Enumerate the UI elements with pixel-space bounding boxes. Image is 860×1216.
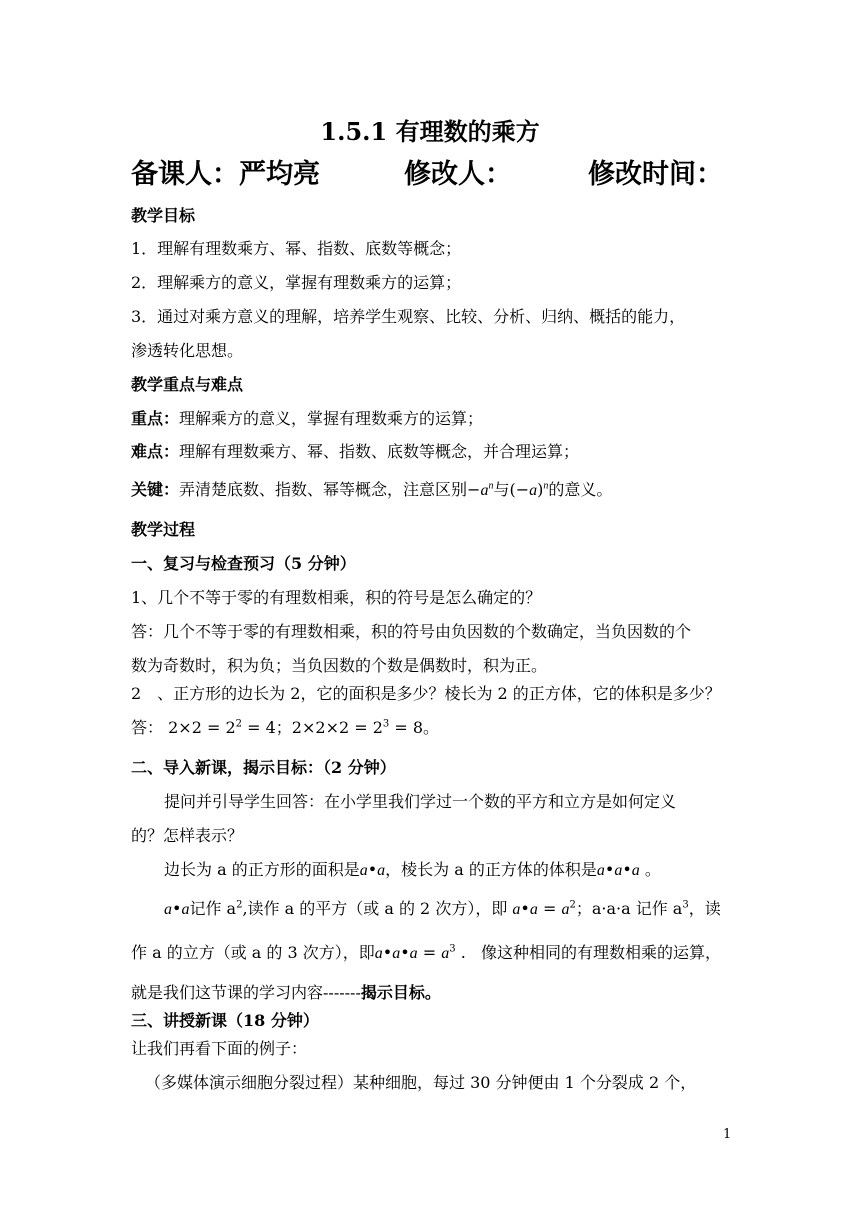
section-2-para-5 xyxy=(131,980,441,1003)
formula-a-squared: a•a = $a^2$ xyxy=(512,899,576,918)
para-3-text-2: ,读作 a 的平方（或 a 的 2 次方），即 xyxy=(242,899,508,918)
difficulty-label: 难点： xyxy=(131,442,180,461)
focus-label: 重点： xyxy=(131,409,180,428)
para-4-text-2: 像这种相同的有理数相乘的运算， xyxy=(481,943,722,962)
section-3-para-1: 让我们再看下面的例子： xyxy=(131,1039,308,1058)
difficulty-line xyxy=(131,439,579,462)
document-title: 1.5.1 有理数的乘方 xyxy=(320,117,540,146)
section-2-para-2: 边长为 a 的正方形的面积是a•a，棱长为 a 的正方体的体积是a•a•a 。 xyxy=(164,860,661,879)
section-2-para-4: 作 a 的立方（或 a 的 3 次方），即a•a•a = $a^3$ . 像这种相同的有理数相乘的运算， xyxy=(131,943,722,962)
focus-line xyxy=(131,406,483,429)
formula-square-area: $2\times 2 = 2^2 = 4$ xyxy=(168,718,276,737)
para-2-text-2: ，棱长为 a 的正方体的体积是 xyxy=(385,860,597,879)
modifier-label: 修改人： xyxy=(404,159,512,190)
question-2: 2 、正方形的边长为 2，它的面积是多少？棱长为 2 的正方体，它的体积是多少？ xyxy=(131,684,721,703)
key-text-1: 弄清楚底数、指数、幂等概念，注意区别 xyxy=(179,480,468,499)
answer-1-line-2: 数为奇数时，积为负；当负因数的个数是偶数时，积为正。 xyxy=(131,656,548,675)
section-3-heading: 三、讲授新课（18 分钟） xyxy=(131,1011,319,1030)
formula-a-a-a: a•a•a xyxy=(596,860,640,879)
para-3-text-1: 记作 a xyxy=(189,899,237,918)
key-label: 关键： xyxy=(131,480,180,499)
modify-time-label: 修改时间： xyxy=(588,159,723,190)
focus-text: 理解乘方的意义，掌握有理数乘方的运算； xyxy=(179,409,484,428)
goals-heading: 教学目标 xyxy=(131,206,196,225)
question-1: 1、几个不等于零的有理数相乘，积的符号是怎么确定的？ xyxy=(131,588,542,607)
difficulty-text: 理解有理数乘方、幂、指数、底数等概念，并合理运算； xyxy=(179,442,580,461)
goal-2: 2．理解乘方的意义，掌握有理数乘方的运算； xyxy=(131,273,462,292)
section-2-para-3: a•a记作 $a^2$,读作 a 的平方（或 a 的 2 次方），即 a•a = $a^2$；a·a·a 记作 $a^3$，读 xyxy=(164,899,721,918)
para-3-text-4: ，读 xyxy=(688,899,721,918)
para-4-text-1: 作 a 的立方（或 a 的 3 次方），即 xyxy=(131,943,375,962)
formula-a-cubed: a•a•a = $a^3$ xyxy=(374,943,456,962)
section-1-heading: 一、复习与检查预习（5 分钟） xyxy=(131,554,356,573)
formula-a-a-2: a•a xyxy=(164,899,190,918)
preparer-label: 备课人：严均亮 xyxy=(131,159,320,190)
formula-neg-a-n: $-a^n$ xyxy=(467,480,494,499)
key-text-2: 与 xyxy=(493,480,510,499)
section-3-para-2: （多媒体演示细胞分裂过程）某种细胞，每过 30 分钟便由 1 个分裂成 2 个， xyxy=(145,1073,697,1092)
answer-2: 答： $2\times 2 = 2^2 = 4$；$2\times 2\times 2 = 2^3 = 8$。 xyxy=(131,718,440,737)
formula-neg-a-paren-n: $(-a)^n$ xyxy=(509,480,549,499)
answer-2-label: 答： xyxy=(131,718,164,737)
section-2-heading: 二、导入新课，揭示目标：（2 分钟） xyxy=(131,758,396,777)
formula-cube-volume: $2\times 2\times 2 = 2^3 = 8$ xyxy=(291,718,424,737)
goal-3-line-2: 渗透转化思想。 xyxy=(131,341,244,360)
para-5-text-1: 就是我们这节课的学习内容------- xyxy=(131,983,361,1002)
answer-1-line-1: 答：几个不等于零的有理数相乘，积的符号由负因数的个数确定，当负因数的个 xyxy=(131,622,692,641)
para-3-text-3: ；a·a·a 记作 a xyxy=(575,899,683,918)
process-heading: 教学过程 xyxy=(131,520,196,539)
para-2-text-1: 边长为 a 的正方形的面积是 xyxy=(164,860,360,879)
goal-1: 1．理解有理数乘方、幂、指数、底数等概念； xyxy=(131,239,462,258)
goal-3-line-1: 3．通过对乘方意义的理解，培养学生观察、比较、分析、归纳、概括的能力， xyxy=(131,307,686,326)
formula-a-a: a•a xyxy=(359,860,386,879)
key-text-3: 的意义。 xyxy=(548,480,613,499)
section-2-para-1-line-2: 的？怎样表示？ xyxy=(131,826,244,845)
page-number: 1 xyxy=(723,1127,732,1142)
section-2-para-1-line-1: 提问并引导学生回答：在小学里我们学过一个数的平方和立方是如何定义 xyxy=(164,792,677,811)
key-line xyxy=(131,477,612,500)
key-points-heading: 教学重点与难点 xyxy=(131,375,244,394)
para-5-text-2: 揭示目标。 xyxy=(360,983,441,1002)
